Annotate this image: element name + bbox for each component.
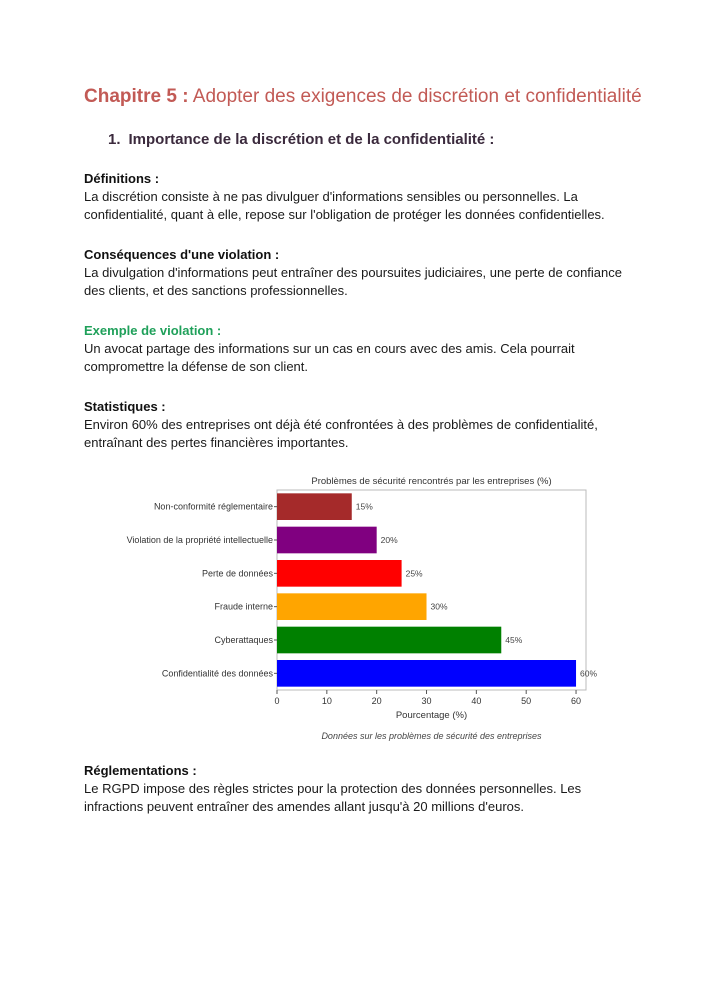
- chart-bar: [277, 627, 501, 654]
- chart-bar: [277, 593, 427, 620]
- chart-bar: [277, 560, 402, 587]
- x-tick-label: 60: [571, 696, 582, 706]
- chart-svg: [100, 470, 610, 750]
- y-tick-label: Violation de la propriété intellectuelle: [126, 535, 273, 545]
- y-tick-label: Confidentialité des données: [161, 668, 273, 679]
- regulations-section: [84, 762, 644, 816]
- x-tick-label: 30: [421, 696, 432, 706]
- chapter-title: [84, 84, 644, 109]
- data-label: 30%: [430, 601, 448, 612]
- chart-caption: Données sur les problèmes de sécurité des entreprises: [321, 731, 542, 741]
- chart-title: Problèmes de sécurité rencontrés par les entreprises (%): [311, 476, 552, 487]
- regulations-label: Réglementations :: [84, 763, 197, 778]
- data-label: 15%: [355, 501, 373, 512]
- definitions-block: [84, 170, 644, 224]
- regulations-text: Le RGPD impose des règles strictes pour la protection des données personnelles. Les infractions peuvent entraîner des amendes allant jusqu'à 20 millions d'euros.: [84, 781, 582, 814]
- example-block: [84, 322, 644, 376]
- section-title-text: Importance de la discrétion et de la confidentialité :: [128, 131, 495, 148]
- x-tick-label: 40: [471, 696, 482, 706]
- chart-bar: [277, 527, 377, 554]
- y-tick-label: Fraude interne: [214, 601, 273, 612]
- chart-bar: [277, 493, 352, 520]
- x-tick-label: 50: [521, 696, 532, 706]
- consequences-text: La divulgation d'informations peut entraîner des poursuites judiciaires, une perte de confiance des clients, et des sanctions professionnelles.: [84, 265, 622, 298]
- chart-bar: [277, 660, 576, 687]
- y-tick-label: Non-conformité réglementaire: [153, 501, 273, 512]
- definitions-label: Définitions :: [84, 171, 160, 186]
- definitions-text: La discrétion consiste à ne pas divulguer d'informations sensibles ou personnelles. La confidentialité, quant à elle, repose sur l'obligation de protéger les données confidentielles.: [84, 189, 605, 222]
- x-tick-label: 20: [371, 696, 382, 706]
- data-label: 60%: [580, 668, 598, 679]
- statistics-text: Environ 60% des entreprises ont déjà été confrontées à des problèmes de confidentialité, entraînant des pertes financières importantes.: [84, 417, 598, 450]
- example-label: Exemple de violation :: [84, 323, 222, 338]
- y-tick-label: Cyberattaques: [214, 635, 273, 645]
- section-title: [108, 131, 644, 148]
- data-label: 45%: [505, 635, 523, 645]
- regulations-block: [84, 762, 644, 816]
- x-axis-label: Pourcentage (%): [395, 710, 468, 721]
- document-page: [84, 84, 644, 452]
- data-label: 20%: [380, 535, 398, 545]
- consequences-block: [84, 246, 644, 300]
- x-tick-label: 10: [321, 696, 332, 706]
- section-number: 1.: [108, 131, 121, 148]
- statistics-label: Statistiques :: [84, 399, 166, 414]
- content-top: [84, 170, 644, 452]
- chapter-prefix: Chapitre 5 :: [84, 86, 189, 107]
- consequences-label: Conséquences d'une violation :: [84, 247, 280, 262]
- security-issues-chart: [100, 470, 610, 750]
- statistics-block: [84, 398, 644, 452]
- example-text: Un avocat partage des informations sur un cas en cours avec des amis. Cela pourrait compromettre la défense de son client.: [84, 341, 575, 374]
- chapter-title-text: Adopter des exigences de discrétion et confidentialité: [192, 86, 642, 107]
- y-tick-label: Perte de données: [201, 568, 273, 579]
- x-tick-label: 0: [274, 696, 280, 706]
- data-label: 25%: [405, 568, 423, 579]
